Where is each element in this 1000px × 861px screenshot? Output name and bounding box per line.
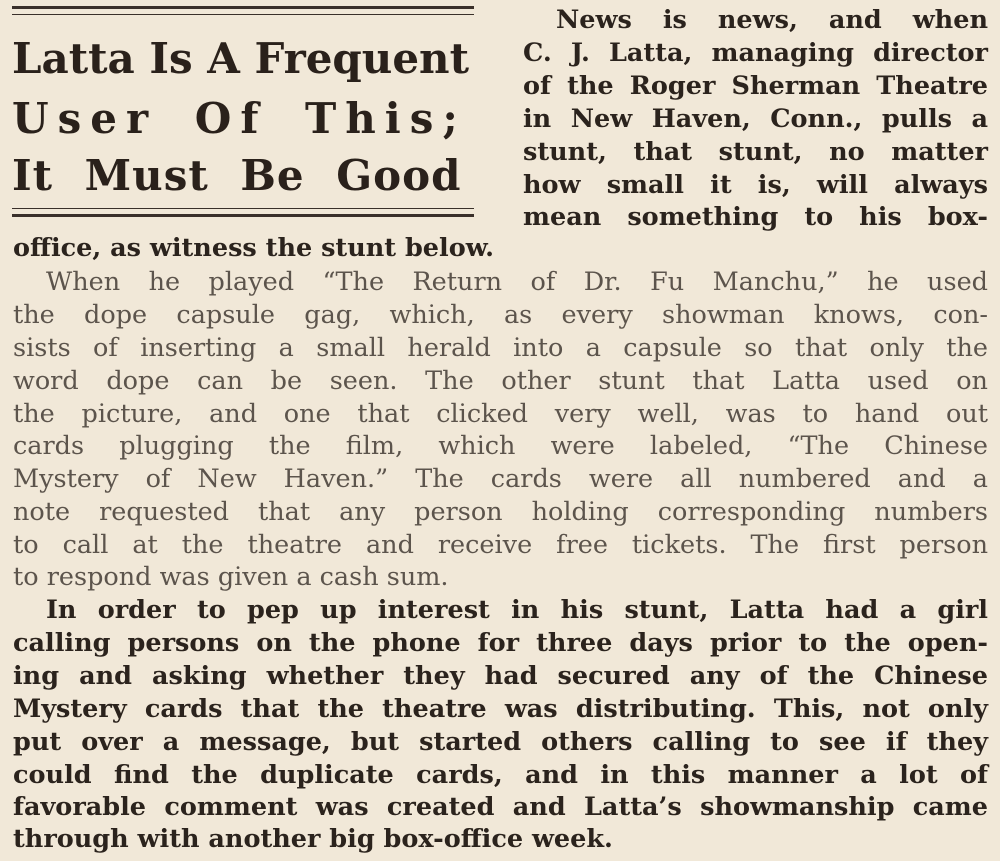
headline-line-3: It Must Be Good	[12, 151, 462, 200]
paragraph3-line: put over a message, but started others calling to see if they	[13, 727, 988, 757]
paragraph1-line: office, as witness the stunt below.	[13, 233, 494, 263]
headline-bottom-rule	[12, 214, 474, 217]
headline-line-2: User Of This;	[12, 94, 467, 143]
paragraph1-line: of the Roger Sherman Theatre	[523, 71, 988, 101]
paragraph2-line: note requested that any person holding corresponding numbers	[13, 497, 988, 527]
paragraph1-line: C. J. Latta, managing director	[523, 38, 988, 68]
paragraph2-line: the picture, and one that clicked very well, was to hand out	[13, 399, 988, 429]
paragraph2-line: sists of inserting a small herald into a capsule so that only the	[13, 333, 988, 363]
paragraph3-line: favorable comment was created and Latta’s showmanship came	[13, 792, 988, 822]
paragraph3-line: In order to pep up interest in his stunt, Latta had a girl	[46, 595, 988, 625]
paragraph3-line: calling persons on the phone for three days prior to the open-	[13, 628, 988, 658]
paragraph2-line: to call at the theatre and receive free tickets. The first person	[13, 530, 988, 560]
headline-line-1: Latta Is A Frequent	[12, 34, 469, 83]
paragraph2-line: Mystery of New Haven.” The cards were all numbered and a	[13, 464, 988, 494]
paragraph3-line: Mystery cards that the theatre was distributing. This, not only	[13, 694, 988, 724]
paragraph1-line: how small it is, will always	[523, 170, 988, 200]
paragraph3-line: ing and asking whether they had secured any of the Chinese	[13, 661, 988, 691]
paragraph2-line: word dope can be seen. The other stunt that Latta used on	[13, 366, 988, 396]
paragraph3-line: could find the duplicate cards, and in this manner a lot of	[13, 760, 988, 790]
headline-bottom-rule-thin	[12, 208, 474, 209]
headline-top-rule-thin	[12, 14, 474, 15]
paragraph1-line: stunt, that stunt, no matter	[523, 137, 988, 167]
paragraph2-line: to respond was given a cash sum.	[13, 562, 449, 592]
headline-box	[12, 6, 474, 216]
paragraph2-line: the dope capsule gag, which, as every showman knows, con-	[13, 300, 988, 330]
paragraph2-line: When he played “The Return of Dr. Fu Manchu,” he used	[46, 267, 988, 297]
paragraph1-line: in New Haven, Conn., pulls a	[523, 104, 988, 134]
paragraph1-line: mean something to his box-	[523, 202, 988, 232]
paragraph1-line: News is news, and when	[556, 5, 988, 35]
paragraph2-line: cards plugging the film, which were labeled, “The Chinese	[13, 431, 988, 461]
paragraph3-line: through with another big box-office week.	[13, 824, 613, 854]
headline-top-rule	[12, 6, 474, 9]
